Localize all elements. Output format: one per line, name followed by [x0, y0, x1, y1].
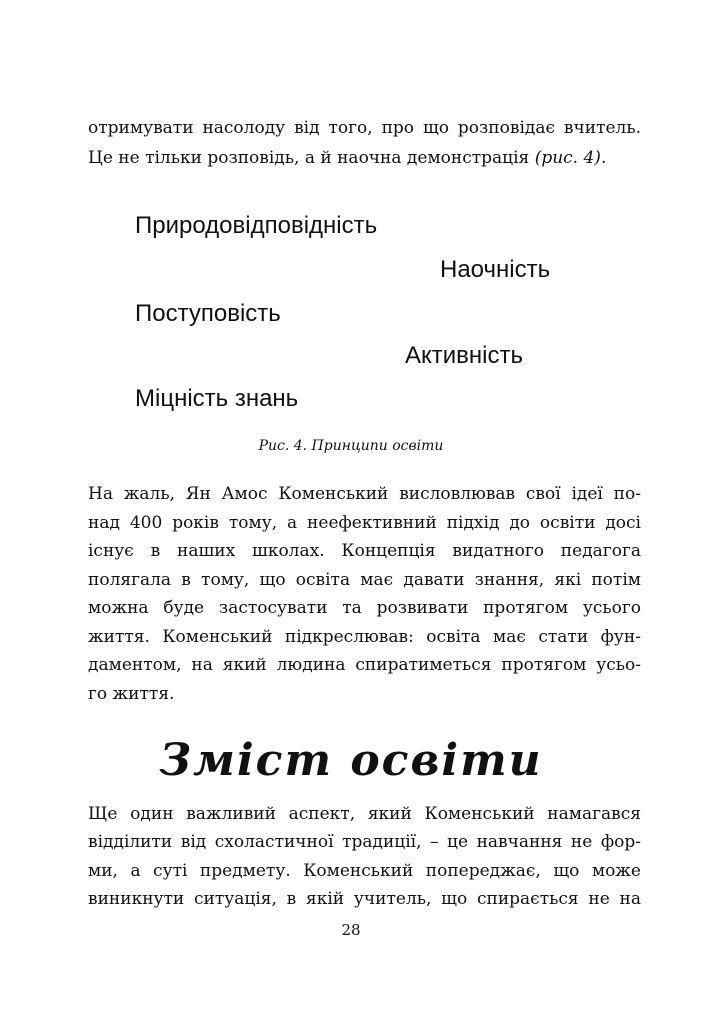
paragraph1-line: над 400 років тому, а неефективний підхід до освіти досі	[88, 513, 641, 533]
principle-knowledge-strength: Міцність знань	[135, 385, 299, 412]
paragraph2-line: ми, а суті предмету. Коменський попереджає, що може	[88, 861, 641, 881]
principle-activity: Активність	[405, 342, 524, 369]
paragraph1-line: полягала в тому, що освіта має давати знання, які потім	[88, 570, 641, 590]
paragraph1-line: існує в наших школах. Концепція видатного педагога	[88, 541, 641, 561]
figure-caption: Рис. 4. Принципи освіти	[258, 438, 444, 454]
principle-visibility: Наочність	[440, 256, 551, 283]
paragraph2-line: виникнути ситуація, в якій учитель, що спирається не на	[88, 889, 641, 909]
intro-line-2	[88, 148, 606, 168]
paragraph1-line: даментом, на який людина спиратиметься протягом усьо-	[88, 655, 641, 675]
paragraph2-line: Ще один важливий аспект, який Коменський намагався	[88, 804, 641, 824]
figure-reference: (рис. 4)	[534, 148, 601, 168]
page-number: 28	[341, 921, 361, 939]
paragraph1-line: На жаль, Ян Амос Коменський висловлював свої ідеї по-	[88, 484, 641, 504]
principle-gradualness: Поступовість	[135, 300, 281, 327]
paragraph1-line: життя. Коменський підкреслював: освіта має стати фун-	[88, 627, 641, 647]
paragraph1-line: можна буде застосувати та розвивати протягом усього	[88, 598, 641, 618]
principle-naturalness: Природовідповідність	[135, 212, 378, 239]
paragraph1-line: го життя.	[88, 684, 175, 704]
intro-line-2-text: Це не тільки розповідь, а й наочна демонстрація	[88, 148, 530, 168]
intro-line-2-tail: .	[600, 148, 607, 168]
section-heading: Зміст освіти	[159, 735, 543, 786]
paragraph2-line: відділити від схоластичної традиції, – це навчання не фор-	[88, 832, 641, 852]
intro-line-1: отримувати насолоду від того, про що розповідає вчитель.	[88, 118, 641, 138]
